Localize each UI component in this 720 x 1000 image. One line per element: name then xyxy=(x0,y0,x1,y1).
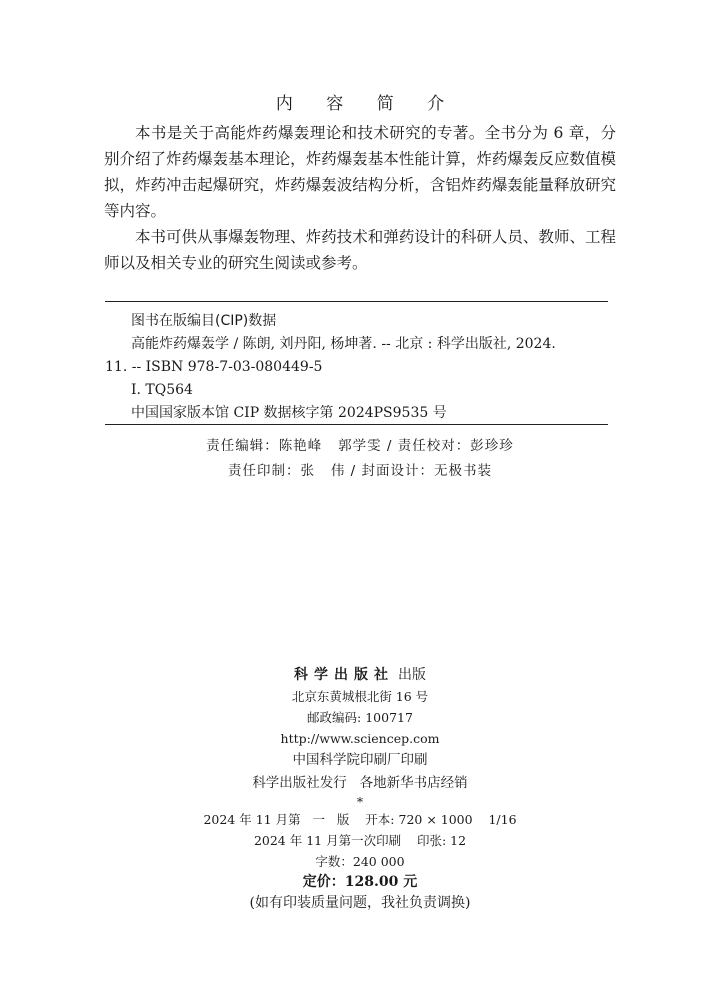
publisher-line xyxy=(0,664,720,686)
printer: 中国科学院印刷厂印刷 xyxy=(292,752,428,768)
cip-block xyxy=(105,310,610,425)
cip-line-1: 高能炸药爆轰学 / 陈朗, 刘丹阳, 杨坤著. -- 北京 : 科学出版社, 2024. xyxy=(131,336,556,352)
summary-paragraph: 本书可供从事爆轰物理、炸药技术和弹药设计的科研人员、教师、工程师以及相关专业的研究生阅读或参考。 xyxy=(104,228,616,272)
editors-line-2: 责任印制：张 伟 / 封面设计：无极书装 xyxy=(227,463,492,479)
distribution: 科学出版社发行 各地新华书店经销 xyxy=(252,775,468,791)
summary-body xyxy=(104,120,616,276)
price: 定价：128.00 元 xyxy=(302,874,418,890)
postcode: 邮政编码: 100717 xyxy=(307,710,413,725)
cip-line-4: 中国国家版本馆 CIP 数据核字第 2024PS9535 号 xyxy=(131,405,447,421)
editors-line-1: 责任编辑：陈艳峰 郭学雯 / 责任校对：彭珍珍 xyxy=(206,438,514,454)
editors-credits xyxy=(0,434,720,484)
publisher-address: 北京东黄城根北街 16 号 xyxy=(291,689,429,704)
printing-info: 2024 年 11 月第一次印刷 印张: 12 xyxy=(253,833,467,848)
cip-top-divider xyxy=(105,301,608,302)
cip-line-2: 11. -- ISBN 978-7-03-080449-5 xyxy=(105,359,323,375)
publisher-logo: 科学出版社 xyxy=(294,667,394,683)
cip-bottom-divider xyxy=(105,424,608,425)
summary-paragraph: 本书是关于高能炸药爆轰理论和技术研究的专著。全书分为 6 章，分别介绍了炸药爆轰基本理论，炸药爆轰基本性能计算，炸药爆轰反应数值模拟，炸药冲击起爆研究，炸药爆轰波结构分析，含铝炸药爆轰能量释放研究等内容。 xyxy=(104,124,616,220)
imprint-block xyxy=(0,664,720,914)
separator-star: * xyxy=(356,794,364,809)
website: http://www.sciencep.com xyxy=(280,731,440,746)
cip-heading: 图书在版编目(CIP)数据 xyxy=(131,313,277,329)
summary-title: 内 容 简 介 xyxy=(275,94,459,114)
word-count: 字数：240 000 xyxy=(315,854,405,869)
cip-line-3: Ⅰ. TQ564 xyxy=(131,382,193,398)
edition-info: 2024 年 11 月第 一 版 开本: 720 × 1000 1/16 xyxy=(203,812,517,827)
publisher-suffix: 出版 xyxy=(397,667,426,683)
quality-note: (如有印装质量问题，我社负责调换) xyxy=(249,895,471,911)
